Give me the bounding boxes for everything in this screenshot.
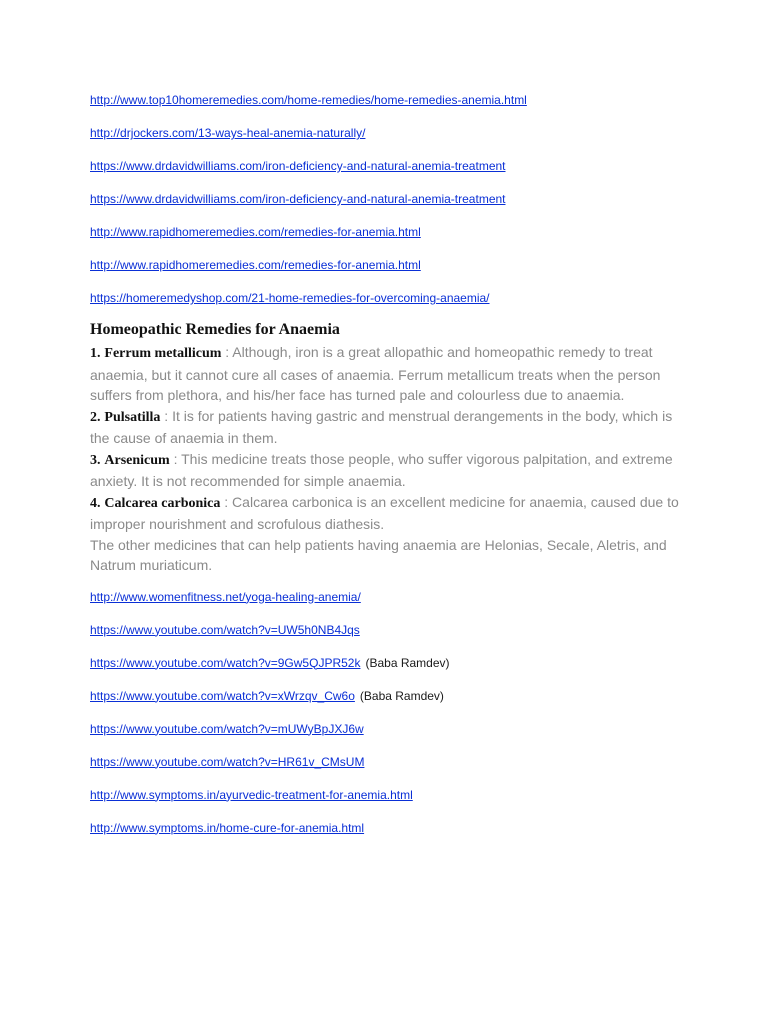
link-item	[90, 721, 690, 737]
link-item	[90, 622, 690, 638]
document-page	[90, 92, 690, 853]
link-item	[90, 224, 690, 240]
reference-link[interactable]: https://www.youtube.com/watch?v=UW5h0NB4Jqs	[90, 622, 360, 637]
reference-link[interactable]: http://www.rapidhomeremedies.com/remedies-for-anemia.html	[90, 258, 421, 272]
reference-link[interactable]: http://www.womenfitness.net/yoga-healing-anemia/	[90, 589, 361, 604]
link-item	[90, 589, 690, 605]
remedy-number: 4.	[90, 495, 101, 511]
reference-link[interactable]: https://www.drdavidwilliams.com/iron-deficiency-and-natural-anemia-treatment	[90, 159, 506, 173]
link-item	[90, 688, 690, 704]
remedy-list	[90, 342, 690, 576]
section-heading: Homeopathic Remedies for Anaemia	[90, 321, 340, 338]
remedy-description: : Calcarea carbonica is an excellent medicine for anaemia, caused due to improper nourishment and scrofulous diathesis.	[90, 493, 679, 532]
remedy-number: 1.	[90, 346, 101, 361]
remedy-name: Calcarea carbonica	[104, 495, 221, 511]
homeopathic-section	[90, 320, 690, 576]
reference-link[interactable]: http://www.symptoms.in/ayurvedic-treatment-for-anemia.html	[90, 787, 413, 802]
bottom-link-list	[90, 589, 690, 836]
link-item	[90, 655, 690, 671]
link-item	[90, 158, 690, 174]
closing-paragraph: The other medicines that can help patients having anaemia are Helonias, Secale, Aletris, and Natrum muriaticum.	[90, 536, 667, 573]
reference-link[interactable]: https://www.youtube.com/watch?v=HR61v_CMsUM	[90, 754, 365, 769]
reference-link[interactable]: https://www.youtube.com/watch?v=9Gw5QJPR52k	[90, 655, 361, 670]
link-item	[90, 820, 690, 836]
link-item	[90, 754, 690, 770]
reference-link[interactable]: https://homeremedyshop.com/21-home-remedies-for-overcoming-anaemia/	[90, 291, 490, 305]
top-link-list	[90, 92, 690, 306]
remedy-name: Arsenicum	[104, 452, 170, 468]
remedy-name: Pulsatilla	[104, 409, 161, 425]
remedy-name: Ferrum metallicum	[104, 346, 222, 361]
remedy-item	[90, 449, 690, 492]
remedy-item	[90, 342, 690, 406]
remedy-item	[90, 406, 690, 449]
reference-link[interactable]: https://www.youtube.com/watch?v=xWrzqv_Cw6o	[90, 688, 355, 703]
reference-link[interactable]: http://www.rapidhomeremedies.com/remedies-for-anemia.html	[90, 225, 421, 239]
remedy-description: : Although, iron is a great allopathic and homeopathic remedy to treat anaemia, but it cannot cure all cases of anaemia. Ferrum metallicum treats when the person suffers from plethora, and his/her face has turned pale and colourless due to anaemia.	[90, 344, 661, 403]
reference-link[interactable]: http://drjockers.com/13-ways-heal-anemia-naturally/	[90, 126, 366, 140]
link-item	[90, 257, 690, 273]
remedy-description: : This medicine treats those people, who suffer vigorous palpitation, and extreme anxiety. It is not recommended for simple anaemia.	[90, 450, 673, 489]
reference-link[interactable]: http://www.top10homeremedies.com/home-remedies/home-remedies-anemia.html	[90, 93, 527, 107]
remedy-number: 2.	[90, 409, 101, 425]
link-item	[90, 125, 690, 141]
link-item	[90, 191, 690, 207]
link-item	[90, 290, 690, 306]
reference-link[interactable]: https://www.youtube.com/watch?v=mUWyBpJXJ6w	[90, 721, 364, 736]
link-note: (Baba Ramdev)	[359, 688, 444, 703]
remedy-number: 3.	[90, 452, 101, 468]
remedy-description: : It is for patients having gastric and menstrual derangements in the body, which is the cause of anaemia in them.	[90, 407, 673, 446]
remedy-item	[90, 492, 690, 535]
link-note: (Baba Ramdev)	[365, 655, 450, 670]
link-item	[90, 787, 690, 803]
reference-link[interactable]: http://www.symptoms.in/home-cure-for-anemia.html	[90, 820, 365, 835]
reference-link[interactable]: https://www.drdavidwilliams.com/iron-deficiency-and-natural-anemia-treatment	[90, 192, 506, 206]
link-item	[90, 92, 690, 108]
